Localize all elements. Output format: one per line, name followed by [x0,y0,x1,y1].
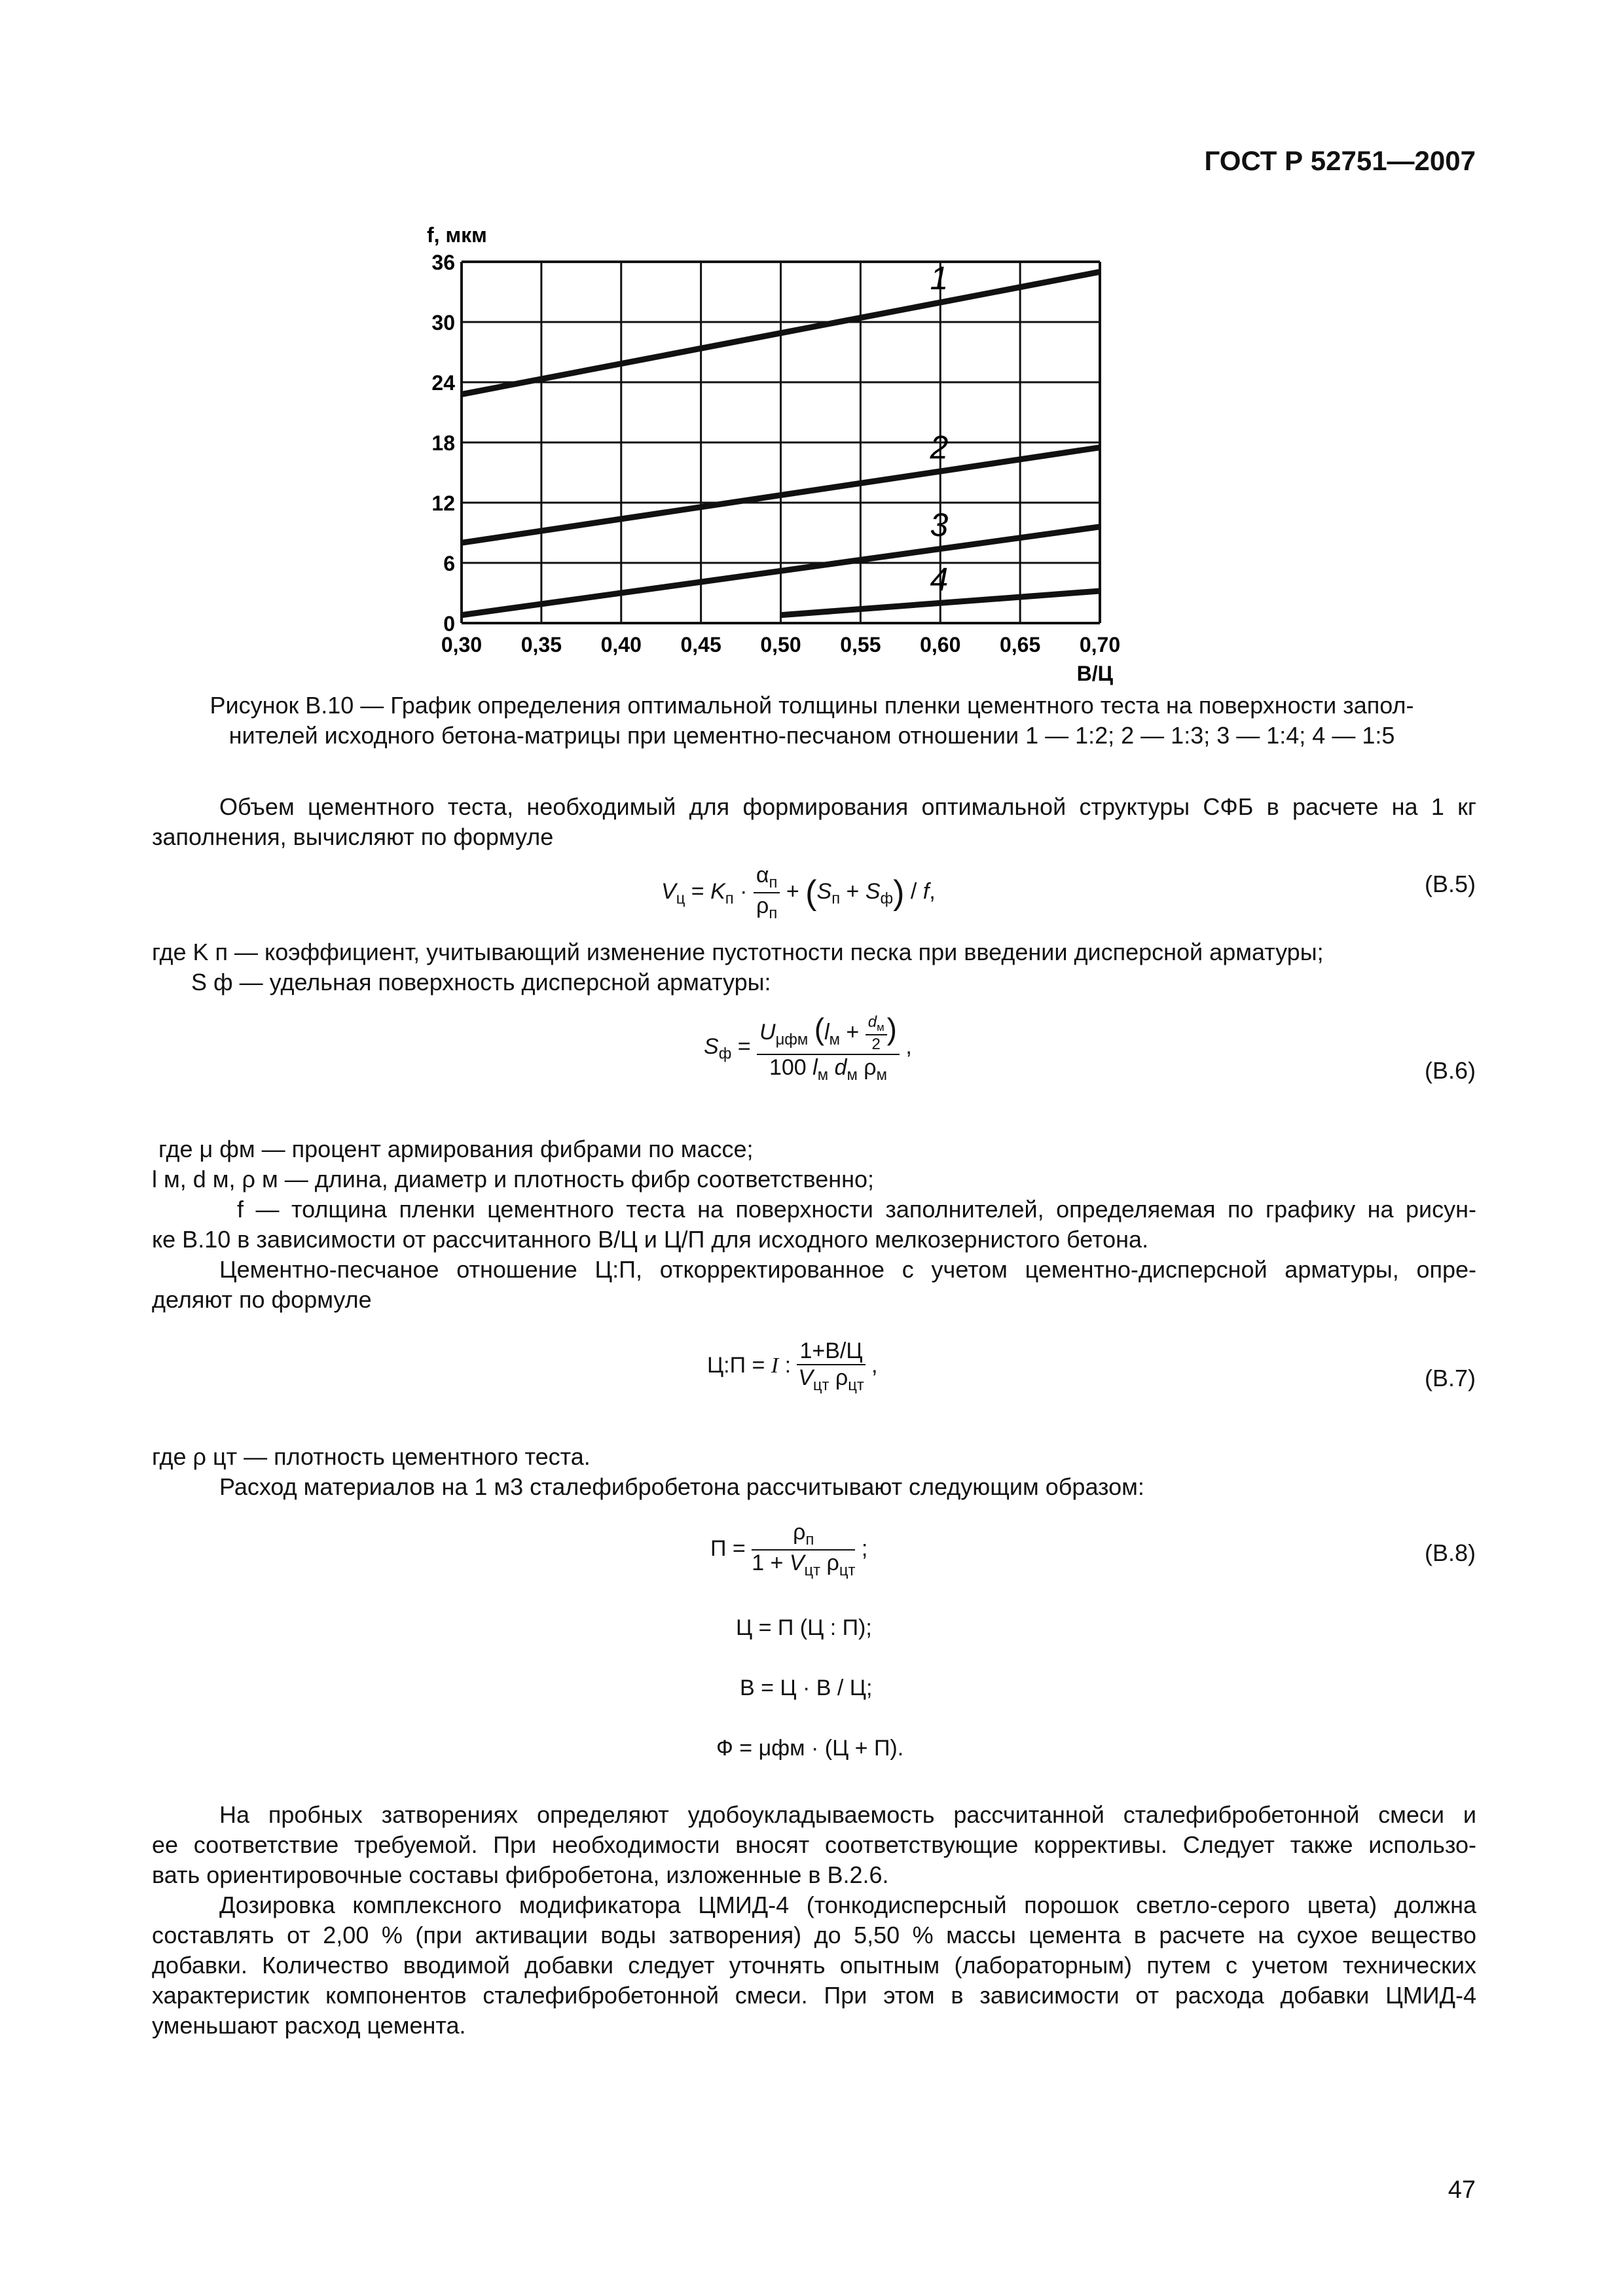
y-tick-label: 0 [443,612,455,636]
equation-number: (В.5) [1424,870,1476,897]
y-tick-label: 24 [431,371,455,395]
x-tick-label: 0,55 [840,633,881,656]
series-label: 1 [930,259,949,296]
x-tick-label: 0,45 [680,633,721,656]
paragraph-line: ее соответствие требуемой. При необходимости вносят соответствующие коррективы. Следует также использо- [152,1831,1476,1858]
definition-line: l м, d м, ρ м — длина, диаметр и плотность фибр соответственно; [152,1166,875,1193]
y-tick-label: 18 [431,431,455,455]
x-tick-label: 0,30 [441,633,483,656]
x-tick-label: 0,50 [760,633,801,656]
paragraph-line: Объем цементного теста, необходимый для формирования оптимальной структуры СФБ в расчете на 1 кг [219,793,1476,820]
equation-number: (В.6) [1424,1057,1476,1084]
definition-line: ке В.10 в зависимости от рассчитанного В/Ц и Ц/П для исходного мелкозернистого бетона. [152,1226,1149,1253]
definition-line: где K п — коэффициент, учитывающий изменение пустотности песка при введении дисперсной арматуры; [152,939,1324,965]
document-header: ГОСТ Р 52751—2007 [1204,145,1476,176]
x-tick-label: 0,70 [1079,633,1121,656]
series-label: 4 [930,561,949,598]
paragraph-line: Дозировка комплексного модификатора ЦМИД-4 (тонкодисперсный порошок светло-серого цвета) должна [219,1892,1476,1918]
paragraph-line: Расход материалов на 1 м3 сталефибробетона рассчитывают следующим образом: [219,1473,1144,1500]
definition-line: f — толщина пленки цементного теста на поверхности заполнителей, определяемая по графику на рисун- [237,1196,1476,1223]
formula-water: В = Ц · В / Ц; [740,1676,873,1700]
y-tick-label: 6 [443,552,455,575]
paragraph-line: На пробных затворениях определяют удобоукладываемость рассчитанной сталефибробетонной смеси и [219,1801,1476,1828]
series-label: 3 [930,506,949,543]
definition-line: S ф — удельная поверхность дисперсной арматуры: [191,969,771,996]
formula-b7: Ц:П = I : $\frac{1+В/Ц}{V_{цт} \rho_{цт}}$ , [707,1338,878,1394]
x-axis-label: В/Ц [1076,662,1113,685]
paragraph-line: добавки. Количество вводимой добавки следует уточнять опытным (лабораторным) путем с учетом технических [152,1952,1476,1979]
series-label: 2 [930,429,949,466]
y-tick-label: 12 [431,492,455,515]
paragraph-line: деляют по формуле [152,1286,372,1313]
chart [393,223,1146,694]
formula-b8: П = $\frac{\rho_п}{1 + V_{цт} \rho_{цт}}$ ; [710,1520,868,1579]
definition-line: где ρ цт — плотность цементного теста. [152,1443,591,1470]
equation-number: (В.7) [1424,1365,1476,1391]
y-tick-label: 36 [431,251,455,274]
formula-cement: Ц = П (Ц : П); [736,1615,872,1640]
figure-caption [151,691,1473,751]
page-number: 47 [1448,2176,1476,2204]
y-axis-label: f, мкм [427,223,487,247]
caption-line: нителей исходного бетона-матрицы при цементно-песчаном отношении 1 — 1:2; 2 — 1:3; 3 — 1:4; 4 — 1:5 [228,722,1395,749]
x-tick-label: 0,65 [999,633,1041,656]
equation-number: (В.8) [1424,1539,1476,1566]
caption-line: Рисунок В.10 — График определения оптимальной толщины пленки цементного теста на поверхности запол- [210,692,1414,719]
definition-line: где μ фм — процент армирования фибрами по массе; [158,1136,754,1162]
paragraph-line: Цементно-песчаное отношение Ц:П, откорректированное с учетом цементно-дисперсной арматуры, опре- [219,1256,1476,1283]
x-tick-label: 0,60 [920,633,961,656]
formula-fiber: Ф = μфм · (Ц + П). [716,1736,904,1761]
formula-b6: $S_ф$ = $U_{\mu фм}$ ($l_м$ + $\frac{d_м}{2}$ ) 100 $l_м$ $d_м$ $\rho_м$ , [704,1012,912,1084]
x-tick-label: 0,35 [520,633,562,656]
paragraph-line: составлять от 2,00 % (при активации воды затворения) до 5,50 % массы цемента в расчете на сухое вещество [152,1922,1476,1948]
formula-b5: $V_ц = K_п$ · $\frac{\alpha_п}{\rho_п}$ + $(S_п + S_ф) / f$, [661,863,936,922]
paragraph-line: заполнения, вычисляют по формуле [152,823,554,850]
paragraph-line: характеристик компонентов сталефибробетонной смеси. При этом в зависимости от расхода добавки ЦМИД-4 [152,1982,1476,2009]
paragraph-line: уменьшают расход цемента. [152,2012,466,2039]
y-tick-label: 30 [431,311,455,334]
x-tick-label: 0,40 [600,633,642,656]
paragraph-line: вать ориентировочные составы фибробетона, изложенные в В.2.6. [152,1861,889,1888]
